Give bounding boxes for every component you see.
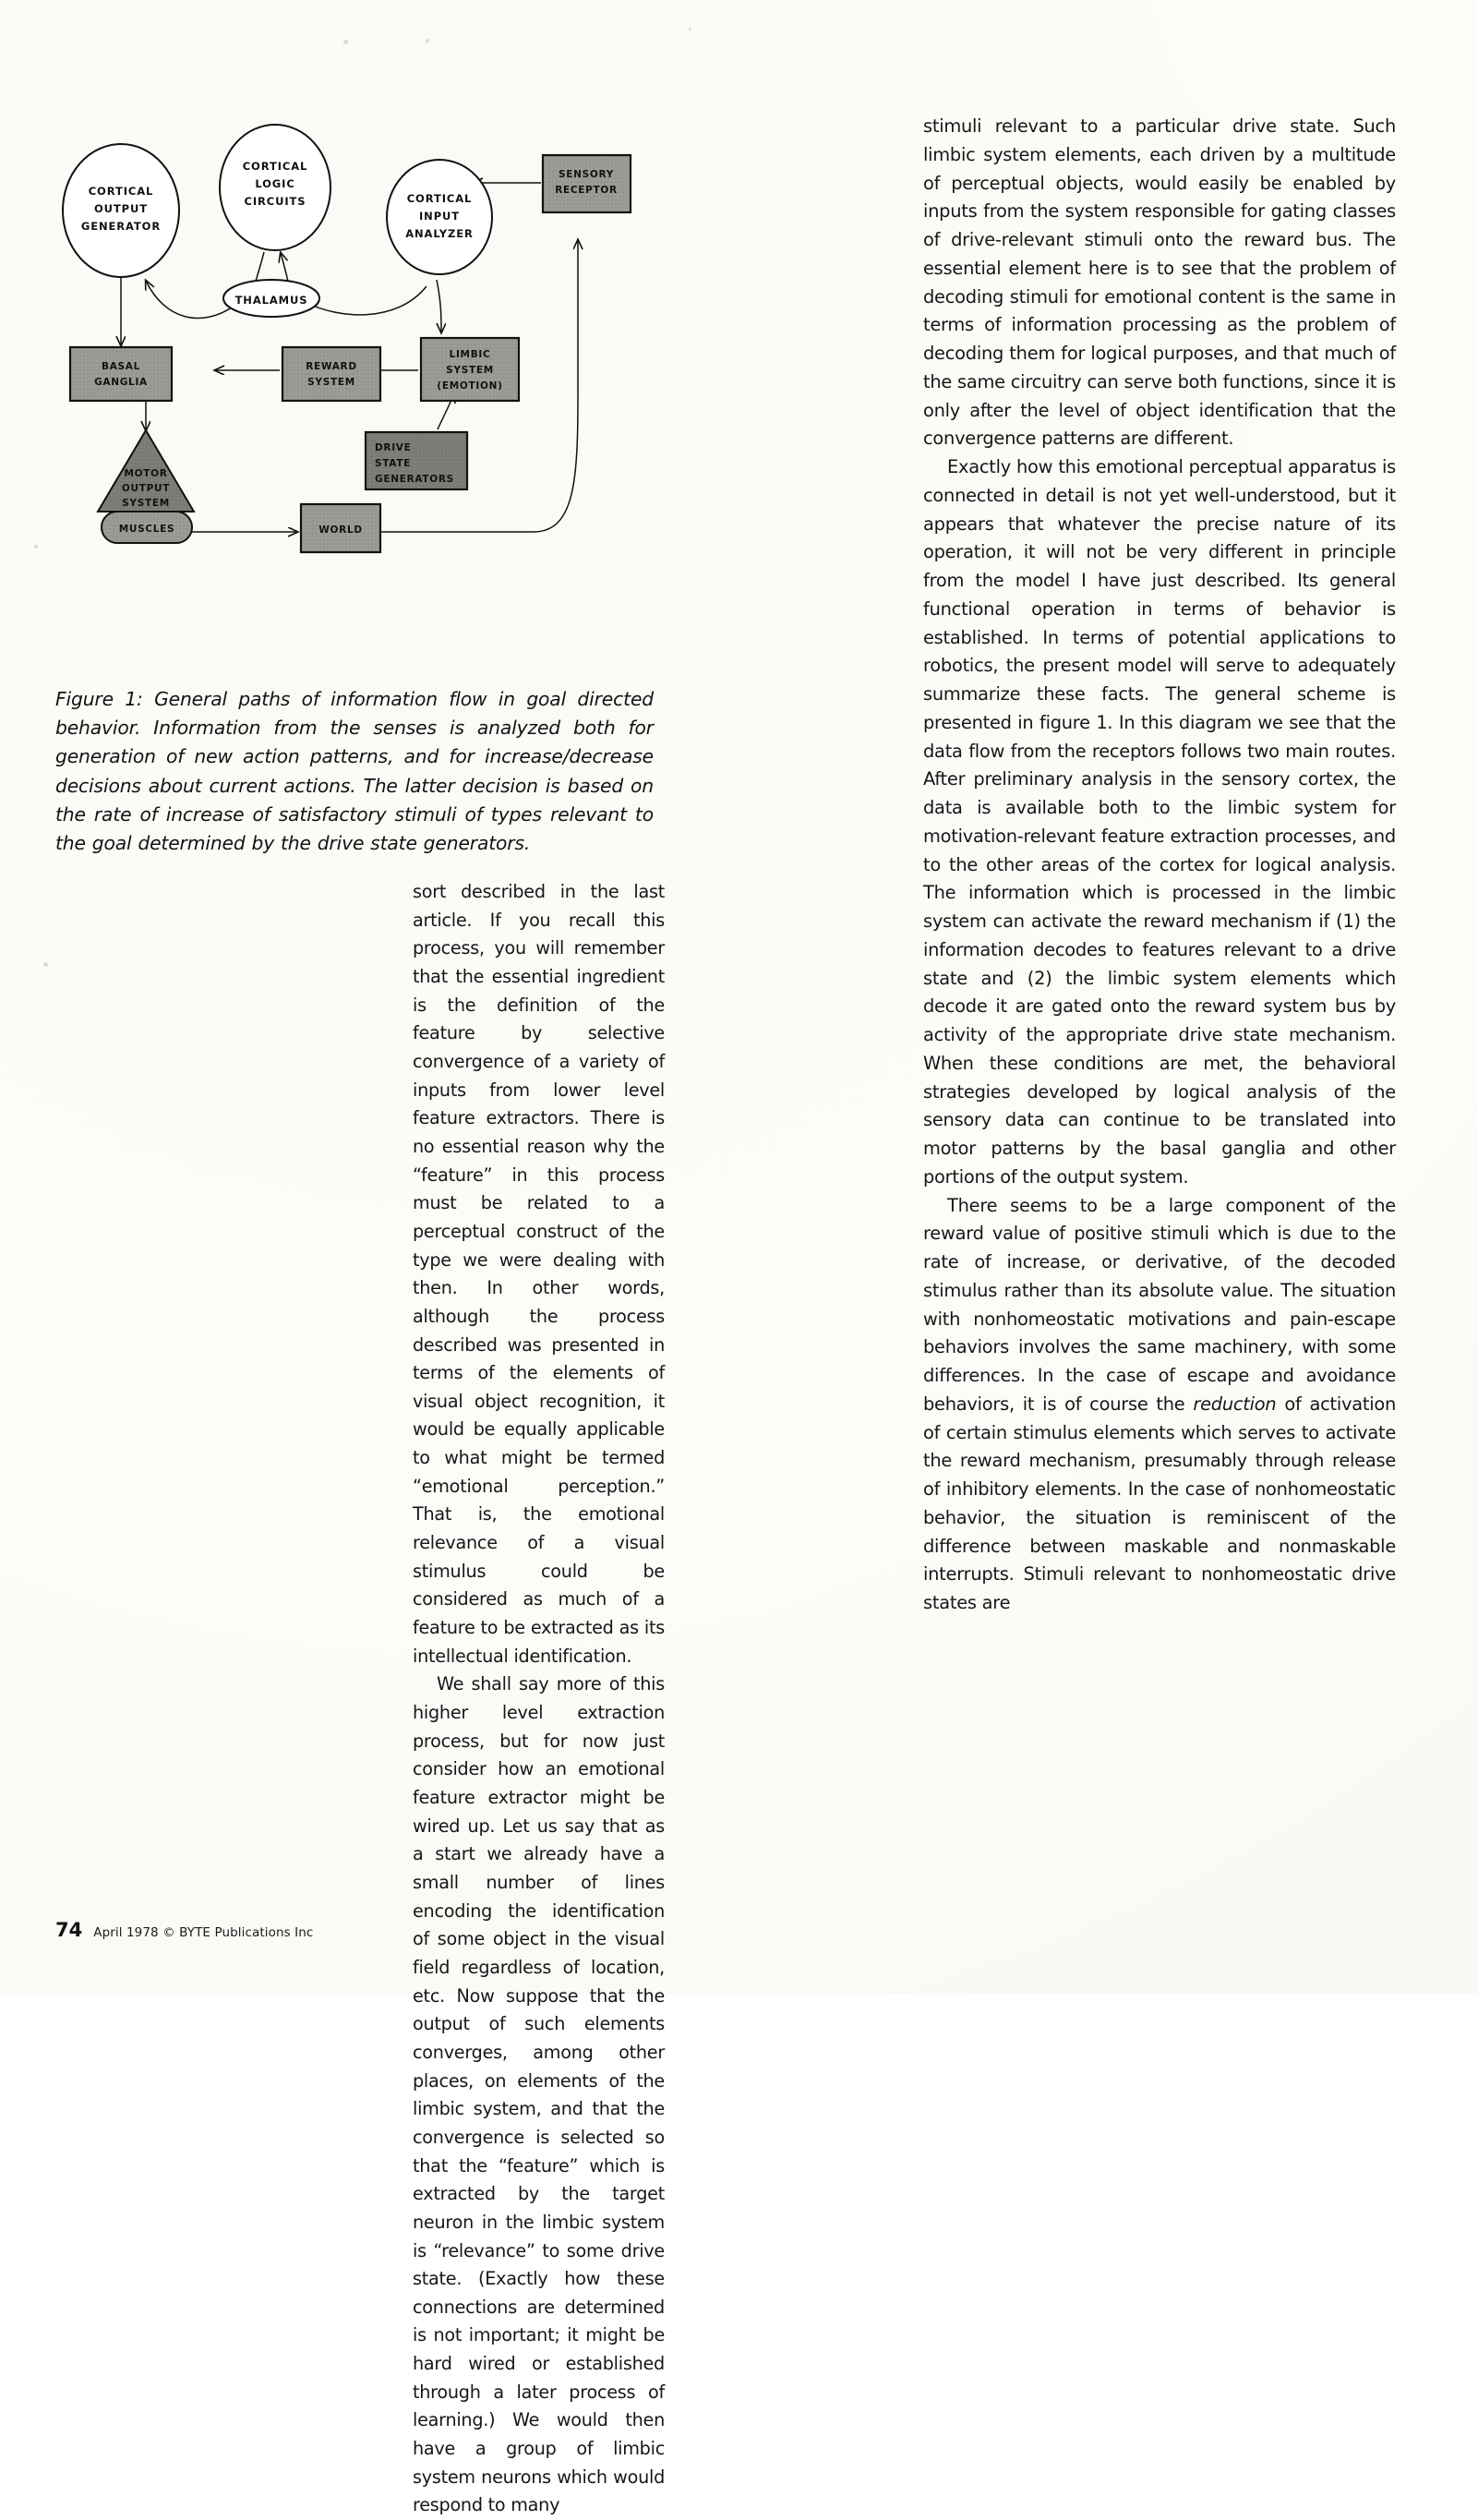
node-reward-system bbox=[282, 347, 380, 401]
paragraph: We shall say more of this higher level extraction process, but for now just consider how an emotional feature extractor might be wired up. Let us say that as a start we already have a small number of lines encoding the identification of some object in the visual field regardless of location, etc. Now suppose that the output of such elements converges, among other places, on elements of the limbic system, and that the convergence is selected so that the “feature” which is extracted by the target neuron in the limbic system is “relevance” to some drive state. (Exactly how these connections are determined is not important; it might be hard wired or established through a later process of learning.) We would then have a group of limbic system neurons which would respond to many bbox=[413, 1673, 665, 2516]
node-label-line: CORTICAL bbox=[406, 192, 473, 205]
figure-caption: Figure 1: General paths of information flow in goal directed behavior. Information from the senses is analyzed both for generation of new action patterns, and for increase/decrease decisions about current actions. The latter decision is based on the rate of increase of satisfactory stimuli of types relevant to the goal determined by the drive state generators. bbox=[55, 688, 654, 855]
paragraph: Exactly how this emotional perceptual apparatus is connected in detail is not yet well-understood, but it appears that whatever the precise nature of its operation, it will not be very different in principle from the model I have just described. Its general functional operation in terms of behavior is established. In terms of potential applications to robotics, the present model will serve to adequately summarize these facts. The general scheme is presented in figure 1. In this diagram we see that the data flow from the receptors follows two main routes. After preliminary analysis in the sensory cortex, the data is available both to the limbic system for motivation-relevant feature extraction processes, and to the other areas of the cortex for logical analysis. The information which is processed in the limbic system can activate the reward mechanism if (1) the information decodes to features relevant to a drive state and (2) the limbic system elements which decode it are gated onto the reward system bus by activity of the appropriate drive state mechanism. When these conditions are met, the behavioral strategies developed by logical analysis of the sensory data can continue to be translated into motor patterns by the basal ganglia and other portions of the output system. bbox=[923, 456, 1396, 1188]
node-label-line: LIMBIC bbox=[449, 349, 491, 360]
node-label-line: SYSTEM bbox=[446, 365, 494, 376]
scan-speck bbox=[689, 28, 691, 30]
scan-speck bbox=[43, 962, 48, 967]
edge-input-to-thalamus bbox=[305, 286, 427, 315]
node-label-line: THALAMUS bbox=[234, 294, 308, 307]
node-label-line: INPUT bbox=[418, 210, 461, 223]
node-label-line: LOGIC bbox=[255, 177, 295, 190]
page-footer bbox=[55, 1919, 313, 1941]
edge-thalamus-to-output bbox=[146, 281, 234, 319]
node-label-line: MUSCLES bbox=[118, 524, 175, 535]
paragraph: stimuli relevant to a particular drive state. Such limbic system elements, each driven by a multitude of perceptual objects, would easily be enabled by inputs from the system responsible for gating classes of drive-relevant stimuli onto the reward bus. The essential element here is to see that the problem of decoding stimuli for emotional content is the same in terms of information processing as the problem of decoding them for logical purposes, and that much of the same circuitry can serve both functions, since it is only after the level of object identification that the convergence patterns are different. bbox=[923, 115, 1396, 450]
node-label-line: OUTPUT bbox=[94, 202, 148, 215]
node-label-line: GENERATORS bbox=[375, 474, 454, 485]
node-cortical-input-analyzer bbox=[387, 160, 492, 274]
page-number: 74 bbox=[55, 1919, 83, 1941]
node-thalamus bbox=[223, 280, 319, 317]
scan-speck bbox=[34, 545, 38, 549]
node-label-line: RECEPTOR bbox=[555, 185, 618, 196]
node-label-line: SYSTEM bbox=[307, 377, 355, 388]
node-label-line: STATE bbox=[375, 458, 412, 469]
node-label-line: SENSORY bbox=[558, 169, 615, 180]
node-cortical-output-generator bbox=[63, 144, 179, 277]
node-limbic-system bbox=[421, 338, 519, 401]
node-label-line: SYSTEM bbox=[122, 498, 170, 509]
node-muscles bbox=[102, 512, 192, 543]
edge-input-to-limbic bbox=[437, 280, 441, 332]
scan-speck bbox=[426, 39, 429, 42]
node-label-line: WORLD bbox=[318, 524, 363, 536]
node-label-line: MOTOR bbox=[124, 468, 168, 479]
paragraph: sort described in the last article. If you recall this process, you will remember that the essential ingredient is the definition of the feature by selective convergence of a variety of inputs from lower level feature extractors. There is no essential reason why the “feature” in this process must be related to a perceptual construct of the type we were dealing with then. In other words, although the process described was presented in terms of the elements of visual object recognition, it would be equally applicable to what might be termed “emotional perception.” That is, the emotional relevance of a visual stimulus could be considered as much of a feature to be extracted as its intellectual identification. bbox=[413, 881, 665, 1667]
body-column-right bbox=[923, 113, 1396, 1876]
node-label-line: CORTICAL bbox=[88, 185, 154, 198]
node-label-line: GENERATOR bbox=[80, 220, 162, 233]
figure-1-svg bbox=[54, 81, 663, 536]
node-label-line: (EMOTION) bbox=[437, 380, 503, 392]
node-label-line: CIRCUITS bbox=[244, 195, 306, 208]
footer-imprint: April 1978 © BYTE Publications Inc bbox=[93, 1925, 314, 1940]
node-label-line: CORTICAL bbox=[242, 160, 308, 173]
node-drive-state-generators bbox=[366, 432, 467, 489]
node-label-line: OUTPUT bbox=[121, 483, 171, 494]
node-label-line: BASAL bbox=[101, 361, 141, 372]
node-world bbox=[301, 504, 380, 552]
node-label-line: REWARD bbox=[306, 361, 357, 372]
node-cortical-logic-circuits bbox=[220, 125, 330, 250]
paragraph: There seems to be a large component of the reward value of positive stimuli which is due to the rate of increase, or derivative, of the decoded stimulus rather than its absolute value. The situation with nonhomeostatic motivations and pain-escape behaviors involves the same machinery, with some differences. In the case of escape and avoidance behaviors, it is of course the reduction of activation of certain stimulus elements which serves to activate the reward mechanism, presumably through release of inhibitory elements. In the case of nonhomeostatic behavior, the situation is reminiscent of the difference between maskable and nonmaskable interrupts. Stimuli relevant to nonhomeostatic drive states are bbox=[923, 1194, 1396, 1613]
node-label-line: GANGLIA bbox=[94, 377, 148, 388]
node-label-line: ANALYZER bbox=[405, 227, 474, 240]
emphasized-word: reduction bbox=[1193, 1393, 1277, 1415]
scan-speck bbox=[343, 40, 348, 44]
node-label-line: DRIVE bbox=[375, 442, 412, 453]
figure-1-diagram bbox=[54, 81, 663, 536]
body-column-middle bbox=[413, 878, 665, 2516]
node-sensory-receptor bbox=[543, 155, 631, 212]
node-motor-output-system bbox=[98, 430, 194, 512]
node-basal-ganglia bbox=[70, 347, 172, 401]
